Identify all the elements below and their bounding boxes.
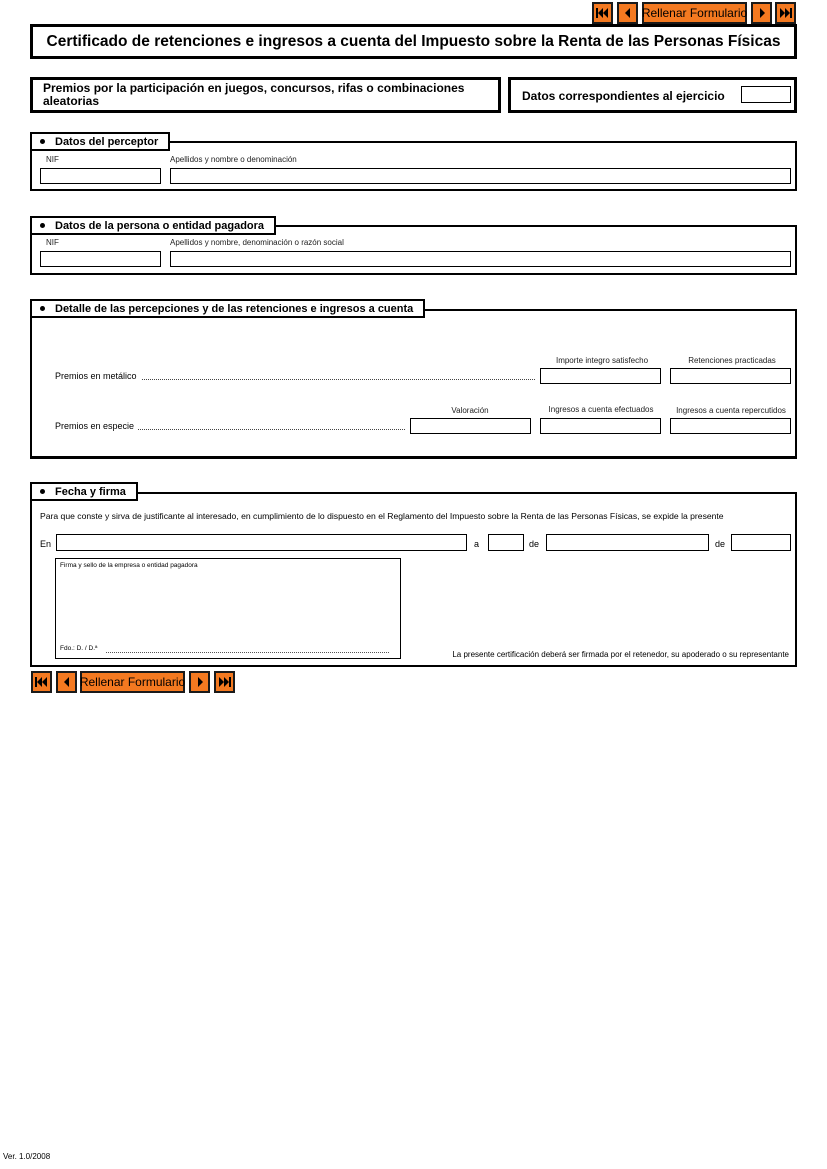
- last-page-button-bottom[interactable]: [214, 671, 235, 693]
- day-field[interactable]: [488, 534, 524, 551]
- perceptor-heading: [30, 132, 170, 151]
- signature-note: La presente certificación deberá ser firmada por el retenedor, su apoderado o su representante: [452, 650, 789, 659]
- concept-box: [30, 77, 501, 113]
- next-page-button[interactable]: [751, 2, 772, 24]
- perceptor-name-field[interactable]: [170, 168, 791, 184]
- prev-page-button-bottom[interactable]: [56, 671, 77, 693]
- col-retenciones-label: Retenciones practicadas: [688, 356, 776, 365]
- payer-nif-label: NIF: [46, 238, 59, 247]
- first-page-icon: [35, 677, 48, 687]
- first-page-button-bottom[interactable]: [31, 671, 52, 693]
- month-field[interactable]: [546, 534, 709, 551]
- signature-heading: [30, 482, 138, 501]
- fill-form-label: Rellenar Formulario: [641, 6, 748, 20]
- signature-statement: Para que conste y sirva de justificante al interesado, en cumplimiento de lo dispuesto en el Reglamento del Impuesto sobre la Renta de las Personas Físicas, se expide la presente: [40, 511, 724, 521]
- de-label-2: de: [715, 539, 726, 549]
- payer-name-field[interactable]: [170, 251, 791, 267]
- leader-dots: [142, 379, 535, 380]
- leader-dots: [138, 429, 405, 430]
- last-page-icon: [779, 8, 792, 18]
- payer-nif-field[interactable]: [40, 251, 161, 267]
- a-label: a: [474, 539, 480, 549]
- year-field[interactable]: [731, 534, 791, 551]
- next-page-button-bottom[interactable]: [189, 671, 210, 693]
- especie-valoracion-field[interactable]: [410, 418, 531, 434]
- col-ingresos-repercutidos-label: Ingresos a cuenta repercutidos: [676, 406, 786, 415]
- last-page-icon: [218, 677, 231, 687]
- signature-section: [30, 492, 797, 667]
- perceptor-nif-field[interactable]: [40, 168, 161, 184]
- fdo-label: Fdo.: D. / D.ª: [60, 645, 98, 652]
- detail-heading-text: Detalle de las percepciones y de las retenciones e ingresos a cuenta: [55, 302, 414, 315]
- detail-heading: [30, 299, 425, 318]
- fill-form-button[interactable]: [642, 2, 747, 24]
- prev-page-icon: [624, 8, 632, 18]
- prev-page-icon: [63, 677, 71, 687]
- row-especie-label: Premios en especie: [55, 421, 135, 431]
- especie-ingresos-repercutidos-field[interactable]: [670, 418, 791, 434]
- metalico-importe-field[interactable]: [540, 368, 661, 384]
- next-page-icon: [758, 8, 766, 18]
- bullet-icon: [40, 306, 45, 311]
- payer-heading-text: Datos de la persona o entidad pagadora: [55, 219, 265, 232]
- perceptor-nif-label: NIF: [46, 155, 59, 164]
- concept-text: Premios por la participación en juegos, concursos, rifas o combinaciones aleatorias: [43, 81, 465, 108]
- metalico-retenciones-field[interactable]: [670, 368, 791, 384]
- fdo-line: [106, 652, 389, 653]
- exercise-box: [508, 77, 797, 113]
- first-page-button[interactable]: [592, 2, 613, 24]
- bullet-icon: [40, 489, 45, 494]
- col-ingresos-efectuados-label: Ingresos a cuenta efectuados: [548, 405, 654, 414]
- de-label-1: de: [529, 539, 540, 549]
- especie-ingresos-efectuados-field[interactable]: [540, 418, 661, 434]
- fill-form-button-bottom[interactable]: [80, 671, 185, 693]
- version-label: Ver. 1.0/2008: [3, 1152, 51, 1161]
- payer-heading: [30, 216, 276, 235]
- place-field[interactable]: [56, 534, 467, 551]
- last-page-button[interactable]: [775, 2, 796, 24]
- form-title: Certificado de retenciones e ingresos a cuenta del Impuesto sobre la Renta de las Personas Físicas: [46, 32, 781, 50]
- fill-form-label: Rellenar Formulario: [79, 675, 186, 689]
- perceptor-name-label: Apellidos y nombre o denominación: [170, 155, 297, 164]
- col-valoracion-label: Valoración: [451, 406, 489, 415]
- col-importe-label: Importe integro satisfecho: [555, 356, 649, 365]
- bullet-icon: [40, 139, 45, 144]
- first-page-icon: [596, 8, 609, 18]
- en-label: En: [40, 539, 52, 549]
- signature-heading-text: Fecha y firma: [55, 485, 126, 498]
- perceptor-heading-text: Datos del perceptor: [55, 135, 159, 148]
- detail-section: [30, 309, 797, 459]
- payer-name-label: Apellidos y nombre, denominación o razón social: [170, 238, 344, 247]
- bullet-icon: [40, 223, 45, 228]
- exercise-label: Datos correspondientes al ejercicio: [522, 89, 725, 103]
- row-metalico-label: Premios en metálico: [55, 371, 137, 381]
- prev-page-button[interactable]: [617, 2, 638, 24]
- form-title-box: [30, 24, 797, 59]
- signature-box[interactable]: [55, 558, 401, 659]
- signature-box-label: Firma y sello de la empresa o entidad pagadora: [60, 562, 198, 569]
- next-page-icon: [196, 677, 204, 687]
- exercise-year-field[interactable]: [741, 86, 791, 103]
